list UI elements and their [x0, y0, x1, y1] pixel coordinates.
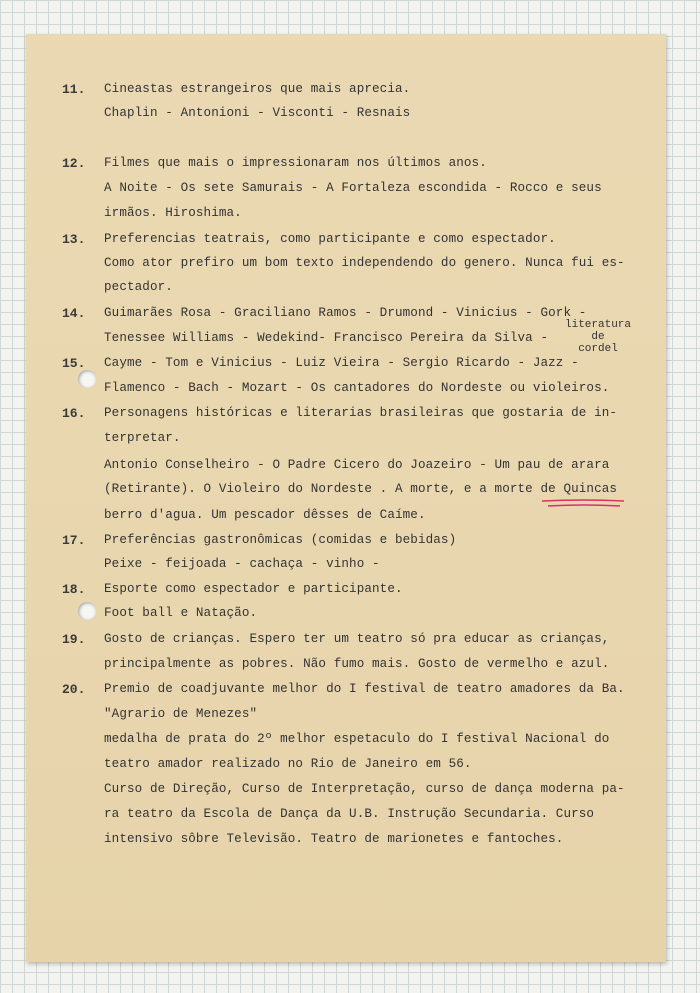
item-number: 18.: [62, 582, 86, 597]
item-text-line: intensivo sôbre Televisão. Teatro de marionetes e fantoches.: [104, 832, 564, 846]
item-text-line: Tenessee Williams - Wedekind- Francisco Pereira da Silva -: [104, 331, 549, 345]
item-text-line: Como ator prefiro um bom texto independendo do genero. Nunca fui es-: [104, 256, 625, 270]
punch-hole: [78, 602, 96, 620]
item-number: 13.: [62, 232, 86, 247]
item-number: 20.: [62, 682, 86, 697]
item-text-line: Antonio Conselheiro - O Padre Cicero do Joazeiro - Um pau de arara: [104, 458, 610, 472]
item-text-line: A Noite - Os sete Samurais - A Fortaleza escondida - Rocco e seus: [104, 181, 602, 195]
item-number: 14.: [62, 306, 86, 321]
item-number: 19.: [62, 632, 86, 647]
item-text-line: irmãos. Hiroshima.: [104, 206, 242, 220]
handwritten-margin-note: literatura de cordel: [565, 319, 632, 355]
item-text-line: ra teatro da Escola de Dança da U.B. Instrução Secundaria. Curso: [104, 807, 595, 821]
item-text-line: Premio de coadjuvante melhor do I festival de teatro amadores da Ba.: [104, 682, 625, 696]
item-text-line: medalha de prata do 2º melhor espetaculo do I festival Nacional do: [104, 732, 610, 746]
item-text-line: terpretar.: [104, 431, 181, 445]
item-text-line: (Retirante). O Violeiro do Nordeste . A morte, e a morte de Quincas: [104, 482, 618, 496]
item-text-line: Guimarães Rosa - Graciliano Ramos - Drumond - Vinicius - Gork -: [104, 306, 587, 320]
item-text-line: principalmente as pobres. Não fumo mais. Gosto de vermelho e azul.: [104, 657, 610, 671]
punch-hole: [78, 370, 96, 388]
item-text-line: Foot ball e Natação.: [104, 606, 258, 620]
item-text-line: Preferências gastronômicas (comidas e bebidas): [104, 533, 457, 547]
item-number: 12.: [62, 156, 86, 171]
item-number: 11.: [62, 82, 86, 97]
item-text-line: Peixe - feijoada - cachaça - vinho -: [104, 557, 380, 571]
item-text-line: Preferencias teatrais, como participante e como espectador.: [104, 232, 556, 246]
item-text-line: Cineastas estrangeiros que mais aprecia.: [104, 82, 411, 96]
item-text-line: "Agrario de Menezes": [104, 707, 258, 721]
item-text-line: Filmes que mais o impressionaram nos últimos anos.: [104, 156, 487, 170]
item-text-line: teatro amador realizado no Rio de Janeiro em 56.: [104, 757, 472, 771]
item-text-line: Cayme - Tom e Vinicius - Luiz Vieira - Sergio Ricardo - Jazz -: [104, 356, 579, 370]
item-text-line: Gosto de crianças. Espero ter um teatro só pra educar as crianças,: [104, 632, 610, 646]
item-text-line: Flamenco - Bach - Mozart - Os cantadores do Nordeste ou violeiros.: [104, 381, 610, 395]
item-text-line: Personagens históricas e literarias brasileiras que gostaria de in-: [104, 406, 618, 420]
item-number: 15.: [62, 356, 86, 371]
item-text-line: Curso de Direção, Curso de Interpretação, curso de dança moderna pa-: [104, 782, 625, 796]
item-number: 16.: [62, 406, 86, 421]
item-text-line: Esporte como espectador e participante.: [104, 582, 403, 596]
handwritten-underline: [540, 498, 628, 508]
item-text-line: Chaplin - Antonioni - Visconti - Resnais: [104, 106, 411, 120]
item-text-line: berro d'agua. Um pescador dêsses de Caíme.: [104, 508, 426, 522]
item-text-line: pectador.: [104, 280, 173, 294]
item-number: 17.: [62, 533, 86, 548]
